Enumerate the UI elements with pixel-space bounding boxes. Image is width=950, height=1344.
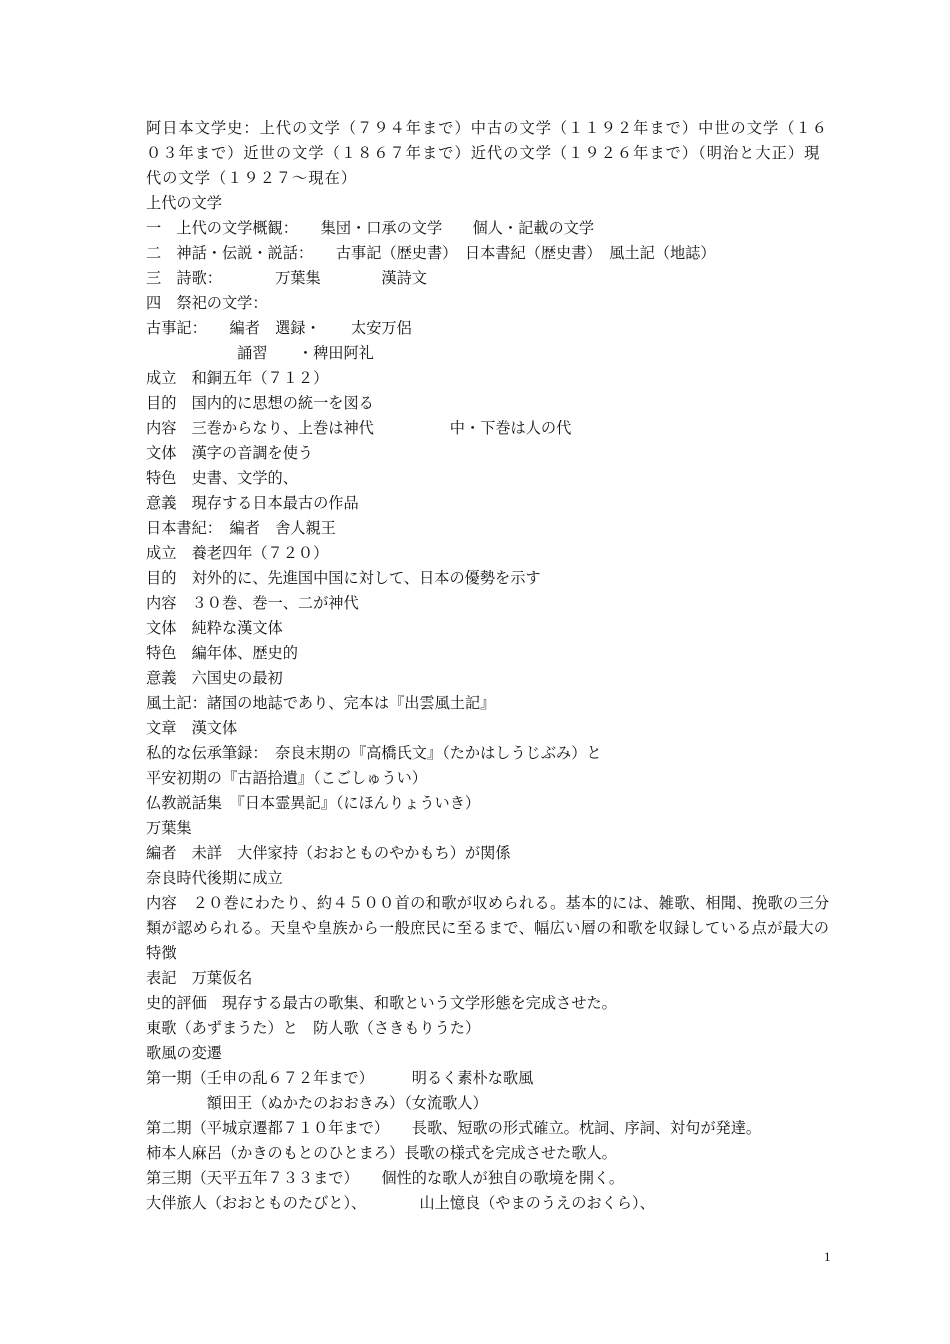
text-line: 史的評価 現存する最古の歌集、和歌という文学形態を完成させた。 [146,994,617,1012]
text-line: 特色 史書、文学的、 [146,469,298,487]
text-line: 三 詩歌： 万葉集 漢詩文 [146,269,427,287]
content-paragraph: 内容 ２０巻にわたり、約４５００首の和歌が収められる。基本的には、雑歌、相聞、挽歌の三分類が認められる。天皇や皇族から一般庶民に至るまで、幅広い層の和歌を収録している点が最大の特徴 [146,894,830,962]
text-line: 文体 漢字の音調を使う [146,444,314,462]
text-line: 編者 未詳 大伴家持（おおとものやかもち）が関係 [146,844,511,862]
document-body [146,116,836,1216]
text-line: 仏教説話集 『日本霊異記』（にほんりょういき） [146,794,481,812]
text-line: 成立 和銅五年（７１２） [146,369,329,387]
text-line: 二 神話・伝説・説話： 古事記（歴史書） 日本書紀（歴史書） 風土記（地誌） [146,244,716,262]
text-line: 成立 養老四年（７２０） [146,544,329,562]
text-line: 一 上代の文学概観： 集団・口承の文学 個人・記載の文学 [146,219,595,237]
lines-block-1 [146,191,836,891]
text-line: 誦習 ・稗田阿礼 [146,344,374,362]
text-line: 文章 漢文体 [146,719,238,737]
text-line: 文体 純粋な漢文体 [146,619,283,637]
text-line: 四 祭祀の文学： [146,294,268,312]
text-line: 柿本人麻呂（かきのもとのひとまろ）長歌の様式を完成させた歌人。 [146,1144,617,1162]
text-line: 意義 六国史の最初 [146,669,283,687]
text-line: 私的な伝承筆録： 奈良末期の『高橋氏文』（たかはしうじぶみ）と [146,744,602,762]
text-line: 第一期（壬申の乱６７２年まで） 明るく素朴な歌風 [146,1069,534,1087]
text-line: 日本書紀： 編者 舎人親王 [146,519,336,537]
text-line: 東歌（あずまうた）と 防人歌（さきもりうた） [146,1019,481,1037]
text-line: 第二期（平城京遷都７１０年まで） 長歌、短歌の形式確立。枕詞、序詞、対句が発達。 [146,1119,762,1137]
text-line: 目的 国内的に思想の統一を図る [146,394,374,412]
text-line: 内容 ３０巻、巻一、二が神代 [146,594,359,612]
text-line: 第三期（天平五年７３３まで） 個性的な歌人が独自の歌境を開く。 [146,1169,625,1187]
intro-paragraph: 阿日本文学史：上代の文学（７９４年まで）中古の文学（１１９２年まで）中世の文学（１６０３年まで）近世の文学（１８６７年まで）近代の文学（１９２６年まで）（明治と大正）現代の文学（１９２７～現在） [146,119,828,187]
text-line: 大伴旅人（おおとものたびと）、 山上憶良（やまのうえのおくら）、 [146,1194,655,1212]
text-line: 奈良時代後期に成立 [146,869,283,887]
text-line: 平安初期の『古語拾遺』（こごしゅうい） [146,769,427,787]
page-number: 1 [824,1249,831,1264]
text-line: 特色 編年体、歴史的 [146,644,298,662]
text-line: 万葉集 [146,819,192,837]
text-line: 額田王（ぬかたのおおきみ）（女流歌人） [146,1094,488,1112]
text-line: 意義 現存する日本最古の作品 [146,494,359,512]
text-line: 表記 万葉仮名 [146,969,253,987]
lines-block-2 [146,966,836,1216]
text-line: 風土記：諸国の地誌であり、完本は『出雲風土記』 [146,694,496,712]
text-line: 内容 三巻からなり、上巻は神代 中・下巻は人の代 [146,419,572,437]
text-line: 歌風の変遷 [146,1044,222,1062]
text-line: 上代の文学 [146,194,222,212]
text-line: 古事記： 編者 選録・ 太安万侶 [146,319,412,337]
text-line: 目的 対外的に、先進国中国に対して、日本の優勢を示す [146,569,541,587]
